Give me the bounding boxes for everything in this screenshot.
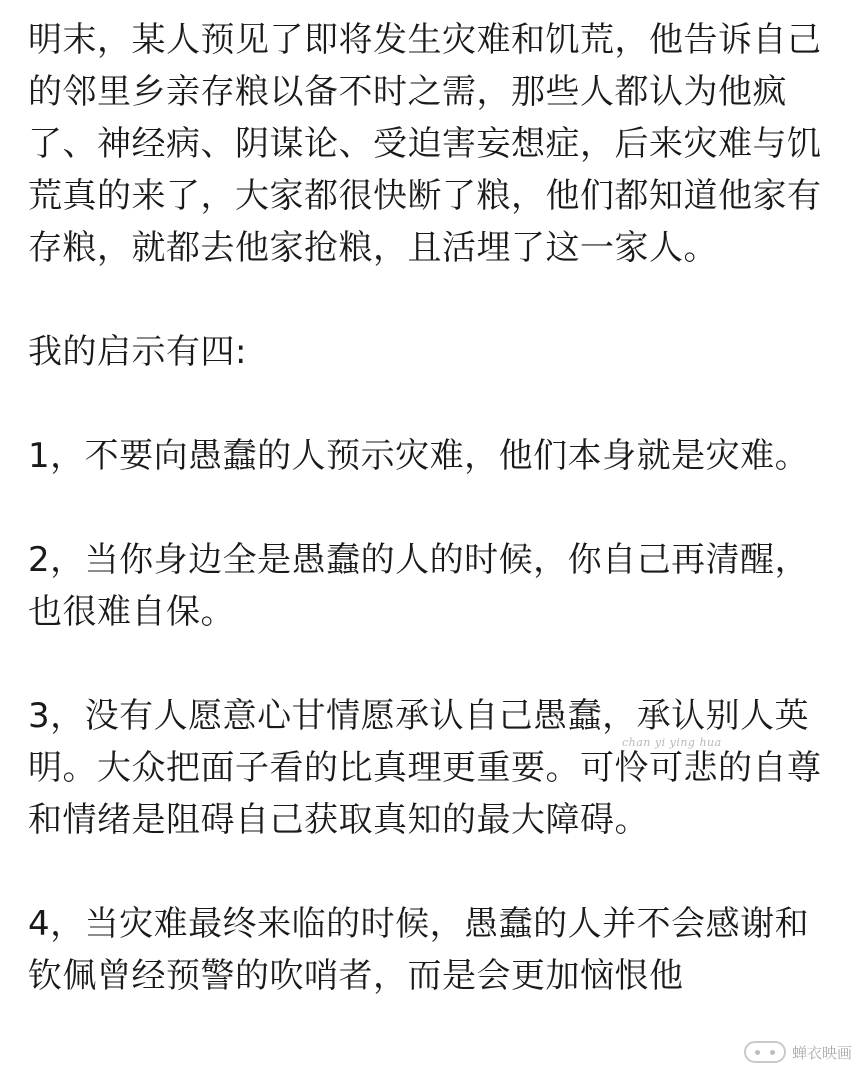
paragraph-spacer [28,378,834,430]
insight-point-1: 1，不要向愚蠢的人预示灾难，他们本身就是灾难。 [28,436,810,476]
paragraph-spacer [28,638,834,690]
paragraph-spacer [28,482,834,534]
weibo-logo-icon [744,1041,786,1063]
insights-heading: 我的启示有四: [28,332,247,372]
insight-point-2: 2，当你身边全是愚蠢的人的时候，你自己再清醒，也很难自保。 [28,540,810,632]
paragraph-spacer [28,846,834,898]
article-body [28,14,834,1002]
insight-point-3: 3，没有人愿意心甘情愿承认自己愚蠢，承认别人英明。大众把面子看的比真理更重要。可怜可悲的自尊和情绪是阻碍自己获取真知的最大障碍。 [28,696,822,840]
paragraph-spacer [28,274,834,326]
weibo-account-name: 蝉衣映画 [791,1043,852,1062]
weibo-watermark [714,1026,862,1078]
handwritten-watermark: chan yi ying hua [622,736,722,749]
insight-point-4: 4，当灾难最终来临的时候，愚蠢的人并不会感谢和钦佩曾经预警的吹哨者，而是会更加恼恨他 [28,904,810,996]
intro-paragraph: 明末，某人预见了即将发生灾难和饥荒，他告诉自己的邻里乡亲存粮以备不时之需，那些人都认为他疯了、神经病、阴谋论、受迫害妄想症，后来灾难与饥荒真的来了，大家都很快断了粮，他们都知道他家有存粮，就都去他家抢粮，且活埋了这一家人。 [28,20,822,268]
